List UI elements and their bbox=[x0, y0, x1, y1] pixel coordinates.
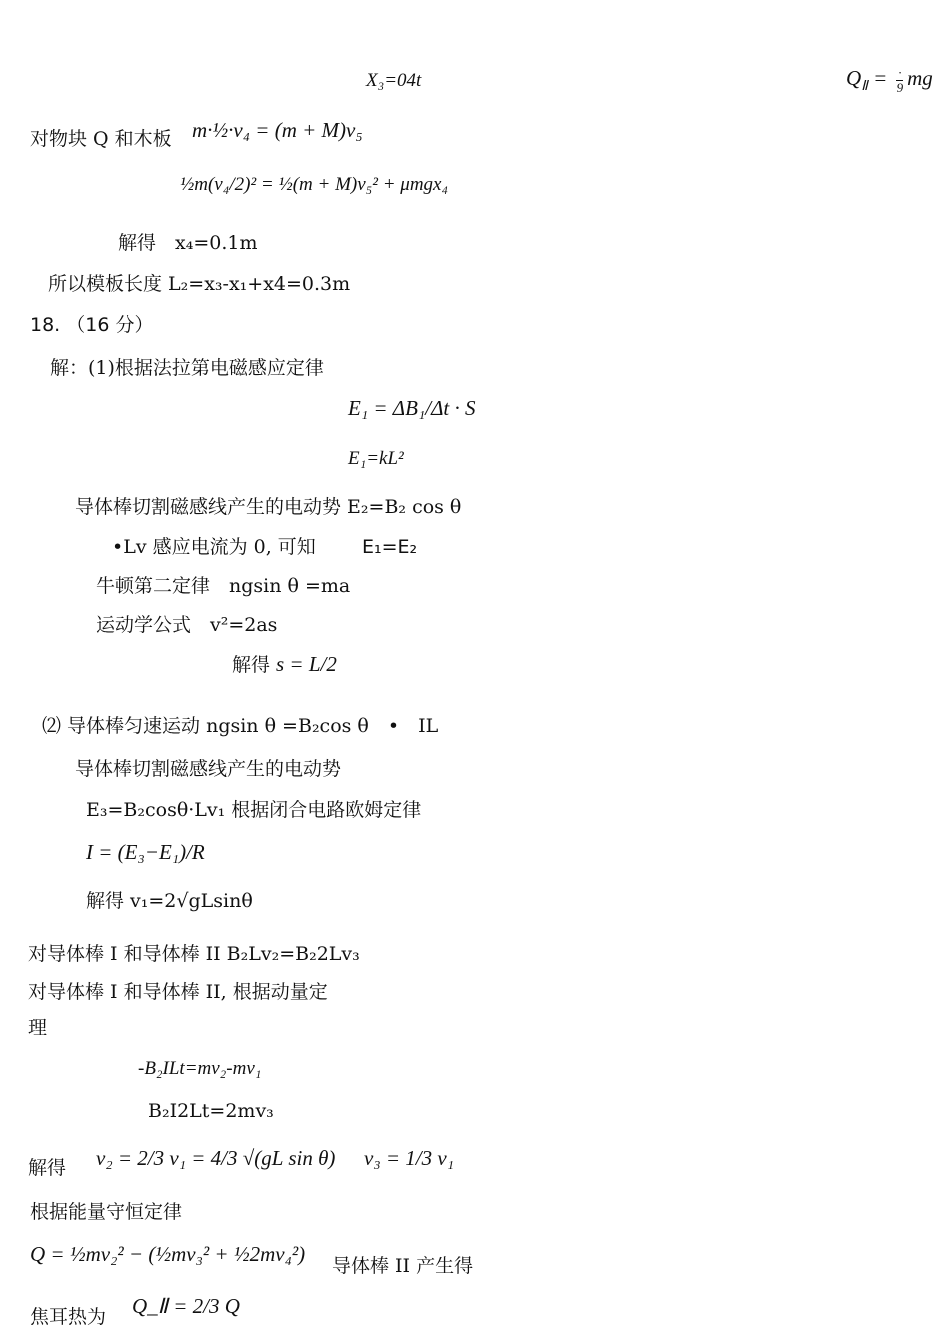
momentum-text-cont: 理 bbox=[28, 1017, 48, 1039]
board-length: 所以模板长度 L₂=x₃-x₁+x4=0.3m bbox=[48, 273, 351, 295]
e1-kl2: E₁=kL² bbox=[348, 448, 404, 469]
energy-equation: ½m(v₄/2)² = ½(m + M)v₅² + μmgx₄ bbox=[180, 174, 449, 195]
joule-heat-label: 焦耳热为 bbox=[30, 1306, 107, 1328]
solve-v1: 解得 v₁=2√gLsinθ bbox=[86, 890, 253, 912]
block-q-text: 对物块 Q 和木板 bbox=[30, 128, 172, 150]
rod2-text: 导体棒 II 产生得 bbox=[332, 1255, 474, 1277]
emf3-intro: 导体棒切割磁感线产生的电动势 bbox=[75, 758, 342, 780]
part2-text: ⑵ 导体棒匀速运动 ngsin θ =B₂cos θ • IL bbox=[42, 715, 439, 737]
newton-second-law: 牛顿第二定律 ngsin θ =ma bbox=[96, 575, 351, 597]
solve-v2-label: 解得 bbox=[28, 1157, 67, 1179]
v3-equation: v₃ = 1/3 v₁ bbox=[364, 1146, 454, 1170]
block-q-momentum-equation: m·½·v₄ = (m + M)v₅ bbox=[192, 118, 363, 142]
kinematics-formula: 运动学公式 v²=2as bbox=[96, 614, 278, 636]
part1-intro: 解：(1)根据法拉第电磁感应定律 bbox=[50, 357, 324, 379]
v2-equation: v₂ = 2/3 v₁ = 4/3 √(gL sin θ) bbox=[96, 1146, 336, 1170]
lv-text: •Lv 感应电流为 0, 可知 bbox=[112, 536, 316, 558]
energy-conservation: 根据能量守恒定律 bbox=[30, 1201, 183, 1223]
momentum-equation-1: -B₂ILt=mv₂-mv₁ bbox=[138, 1058, 262, 1079]
e1-equals-e2: E₁=E₂ bbox=[362, 536, 418, 558]
q-equation: Q = ½mv₂² − (½mv₃² + ½2mv₄²) bbox=[30, 1242, 306, 1266]
solve-x4: 解得 x₄=0.1m bbox=[118, 232, 258, 254]
q18-header: 18. （16 分） bbox=[30, 314, 154, 336]
x3-equation: X₃=04t bbox=[366, 70, 422, 91]
momentum-text: 对导体棒 I 和导体棒 II, 根据动量定 bbox=[28, 981, 328, 1003]
solve-s-label: 解得 bbox=[232, 654, 271, 676]
momentum-equation-2: B₂I2Lt=2mv₃ bbox=[148, 1100, 274, 1122]
emf2-text: 导体棒切割磁感线产生的电动势 E₂=B₂ cos θ bbox=[75, 496, 462, 518]
q2-equation: Q_Ⅱ = 2/3 Q bbox=[132, 1294, 240, 1318]
current-equation: I = (E₃−E₁)/R bbox=[86, 840, 205, 864]
rods-relation: 对导体棒 I 和导体棒 II B₂Lv₂=B₂2Lv₃ bbox=[28, 943, 360, 965]
e3-text: E₃=B₂cosθ·Lv₁ 根据闭合电路欧姆定律 bbox=[86, 799, 422, 821]
q2-top-equation: $Q_Ⅱ$ = $\frac{\cdot}{9}$ mg bbox=[846, 65, 933, 95]
e1-formula: E₁ = ΔB₁/Δt · S bbox=[348, 396, 476, 420]
solve-s-equation: s = L/2 bbox=[276, 652, 337, 676]
